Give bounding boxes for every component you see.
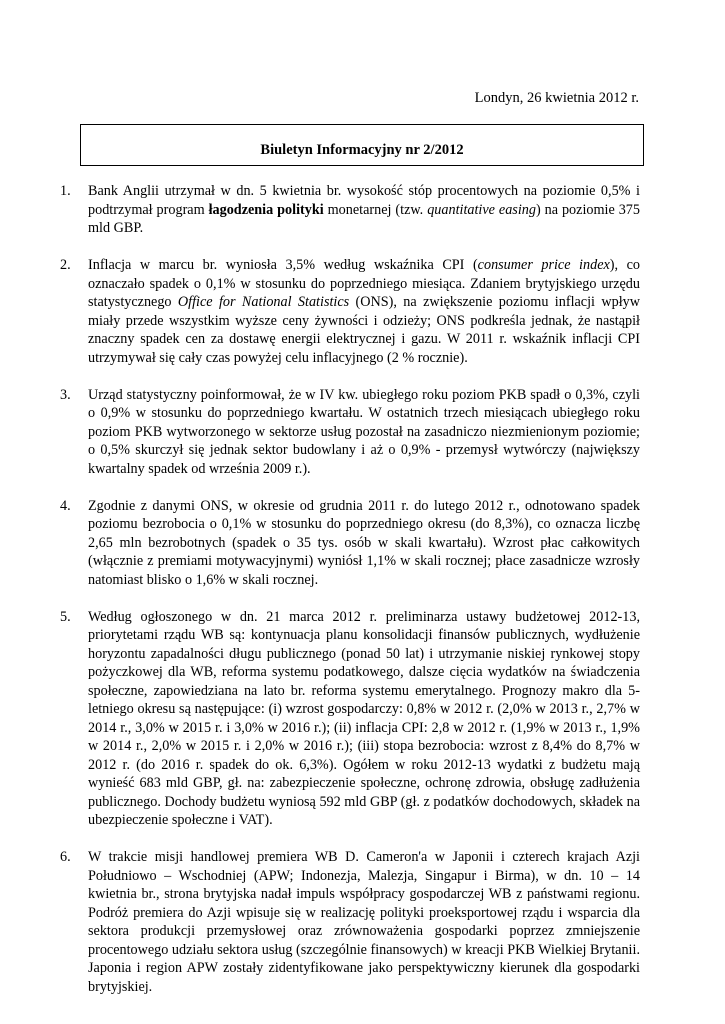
item-number: 1. (60, 183, 71, 199)
item-text: Zgodnie z danymi ONS, w okresie od grudnia 2011 r. do lutego 2012 r., odnotowano spadek poziomu bezrobocia o 0,1% w stosunku do poprzedniego okresu (do 8,3%), co oznacza liczbę 2,65 mln bezrobotnych (spadek o 35 tys. osób w skali kwartału). Wzrost płac całkowitych (włącznie z premiami motywacyjnymi) wyniósł 1,1% w skali rocznej; płace zasadnicze wzrosły natomiast blisko o 1,6% w skali rocznej. (88, 497, 640, 588)
bulletin-item-4 (60, 497, 640, 590)
date-line: Londyn, 26 kwietnia 2012 r. (474, 90, 639, 106)
item-text (88, 256, 640, 367)
bulletin-item-3 (60, 386, 640, 479)
item-text: Według ogłoszonego w dn. 21 marca 2012 r. preliminarza ustawy budżetowej 2012-13, priorytetami rządu WB są: kontynuacja planu konsolidacji finansów publicznych, wydłużenie horyzontu zapadalności długu publicznego (ponad 50 lat) i utrzymanie niskiej rynkowej stopy pożyczkowej dla WB, reforma systemu podatkowego, dalsze cięcia wydatków na świadczenia społeczne, zapowiedziana na lato br. reforma systemu emerytalnego. Prognozy makro dla 5-letniego okresu są następujące: (i) wzrost gospodarczy: 0,8% w 2012 r. (2,0% w 2013 r., 2,7% w 2014 r., 3,0% w 2015 r. i 3,0% w 2016 r.); (ii) inflacja CPI: 2,8 w 2012 r. (1,9% w 2013 r., 1,9% w 2014 r., 2,0% w 2015 r. i 2,0% w 2016 r.); (iii) stopa bezrobocia: wzrost z 8,4% do 8,7% w 2012 r. (do 2016 r. spadek do ok. 6,3%). Ogółem w roku 2012-13 wydatki z budżetu mają wynieść 683 mld GBP, gł. na: zabezpieczenie społeczne, ochronę zdrowia, obsługę zadłużenia publicznego. Dochody budżetu wyniosą 592 mld GBP (gł. z podatków dochodowych, składek na ubezpieczenie społeczne i VAT). (88, 608, 640, 828)
item-number: 2. (60, 257, 71, 273)
item-number: 6. (60, 849, 71, 865)
item-text: W trakcie misji handlowej premiera WB D. Cameron'a w Japonii i czterech krajach Azji Południowo – Wschodniej (APW; Indonezja, Malezja, Singapur i Birma), w dn. 10 – 14 kwietnia br., strona brytyjska nadał impuls współpracy gospodarczej WB z państwami regionu. Podróż premiera do Azji wpisuje się w realizację polityki proeksportowej rządu i wsparcia dla sektora produkcji przemysłowej oraz zrównoważenia gospodarki poprzez zmniejszenie procentowego udziału sektora usług (szczególnie finansowych) w kreacji PKB Wielkiej Brytanii. Japonia i region APW zostały zidentyfikowane jako perspektywiczny kierunek dla gospodarki brytyjskiej. (88, 849, 640, 995)
title-box (80, 124, 644, 166)
item-text-part: (ONS), na zwiększenie poziomu inflacji wpływ miały przede wszystkim wyższe ceny żywności i odzieży; ONS podkreśla jednak, że nastąpił znaczny spadek cen za dostawę energii elektrycznej i gazu. W 2011 r. wskaźnik inflacji CPI utrzymywał się cały czas powyżej celu inflacyjnego (2 % rocznie). (88, 294, 640, 366)
bulletin-item-1 (60, 182, 640, 238)
item-number: 3. (60, 386, 71, 403)
item-text-italic: Office for National Statistics (177, 294, 350, 310)
item-text-part: Inflacja w marcu br. wyniosła 3,5% według wskaźnika CPI ( (88, 257, 478, 273)
item-text (88, 182, 640, 238)
bulletin-item-2 (60, 256, 640, 367)
item-text: Urząd statystyczny poinformował, że w IV kw. ubiegłego roku poziom PKB spadł o 0,3%, czyli o 0,9% w stosunku do poprzedniego kwartału. W ostatnich trzech miesiącach ubiegłego roku poziom PKB wytworzonego w sektorze usług pozostał na zasadniczo niezmienionym poziomie; o 0,5% skurczył się jednak sektor budowlany i aż o 0,9% - przemysł wytwórczy (największy kwartalny spadek od września 2009 r.). (88, 386, 640, 477)
bulletin-title: Biuletyn Informacyjny nr 2/2012 (260, 142, 464, 158)
item-text-italic: consumer price index (477, 257, 610, 273)
item-text-part: monetarnej (tzw. (323, 201, 428, 218)
bulletin-item-5 (60, 608, 640, 830)
item-text-part: ), co oznaczało spadek o 0,1% w stosunku do poprzedniego miesiąca. Zdaniem brytyjskiego urzędu statystycznego (88, 257, 640, 310)
item-text-bold: łagodzenia polityki (208, 201, 324, 218)
bulletin-items-list (60, 182, 640, 1015)
item-number: 4. (60, 497, 71, 514)
item-text-part: Bank Anglii utrzymał w dn. 5 kwietnia br. wysokość stóp procentowych na poziomie 0,5% i podtrzymał program (88, 183, 640, 218)
item-text-part: ) na poziomie 375 mld GBP. (88, 201, 640, 236)
item-number: 5. (60, 608, 71, 625)
item-text-italic: quantitative easing (427, 201, 536, 218)
bulletin-item-6 (60, 848, 640, 996)
